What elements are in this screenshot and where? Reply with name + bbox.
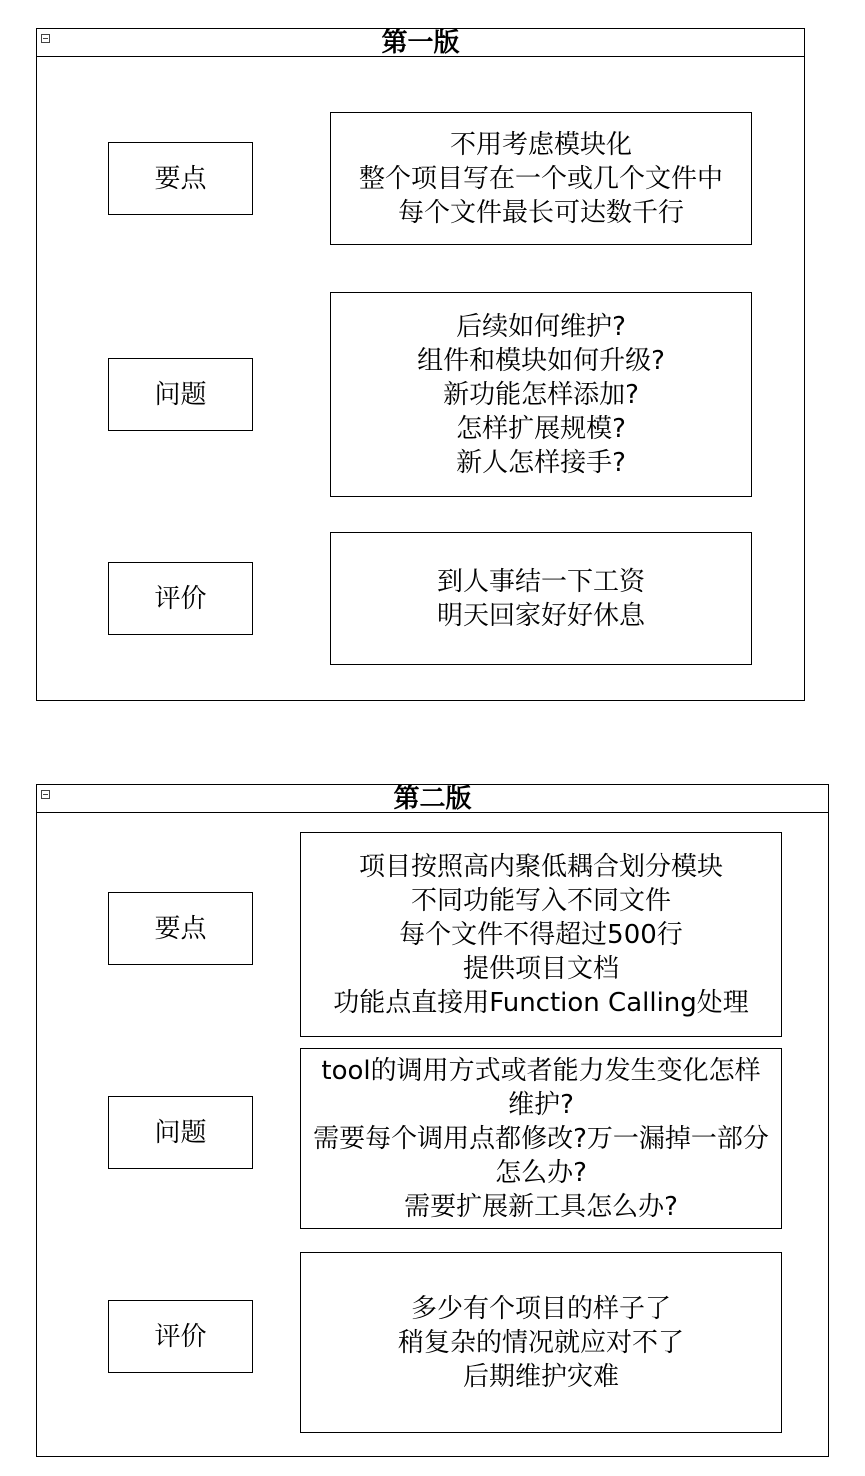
panel-v2 [36,784,829,1457]
row-content-evaluation [300,1252,782,1433]
content-line: 需要扩展新工具怎么办? [404,1191,678,1222]
row-content-issues [330,292,752,497]
collapse-icon[interactable] [41,790,50,799]
content-line: 新功能怎样添加? [443,379,639,410]
content-line: 提供项目文档 [462,953,619,984]
row-label-evaluation [108,562,253,635]
row-label-key-points [108,142,253,215]
label-text: 问题 [154,379,207,410]
content-line: 组件和模块如何升级? [417,345,665,376]
content-line: 每个文件不得超过500行 [399,919,683,950]
row-label-evaluation [108,1300,253,1373]
label-text: 评价 [154,1321,207,1352]
panel-v1 [36,28,805,701]
content-line: 需要每个调用点都修改?万一漏掉一部分怎么办? [313,1123,769,1188]
content-line: 多少有个项目的样子了 [410,1293,671,1324]
content-line: 后期维护灾难 [462,1361,619,1392]
label-text: 问题 [154,1117,207,1148]
label-text: 评价 [154,583,207,614]
collapse-icon[interactable] [41,34,50,43]
row-content-issues [300,1048,782,1229]
label-text: 要点 [154,163,207,194]
content-line: 怎样扩展规模? [456,413,626,444]
content-line: 后续如何维护? [456,311,626,342]
row-content-key-points [330,112,752,245]
content-line: 新人怎样接手? [456,447,626,478]
content-line: 明天回家好好休息 [436,600,645,631]
row-label-issues [108,358,253,431]
content-line: 功能点直接用Function Calling处理 [333,987,749,1018]
row-label-issues [108,1096,253,1169]
content-line: 不用考虑模块化 [449,129,632,160]
panel-header [37,29,804,57]
content-line: 整个项目写在一个或几个文件中 [358,163,723,194]
panel-header [37,785,828,813]
label-text: 要点 [154,913,207,944]
content-line: tool的调用方式或者能力发生变化怎样维护? [321,1055,761,1120]
content-line: 到人事结一下工资 [436,566,645,597]
content-line: 稍复杂的情况就应对不了 [397,1327,684,1358]
content-line: 不同功能写入不同文件 [410,885,671,916]
row-content-key-points [300,832,782,1037]
panel-title: 第一版 [381,28,460,58]
row-content-evaluation [330,532,752,665]
row-label-key-points [108,892,253,965]
content-line: 每个文件最长可达数千行 [397,197,684,228]
panel-title: 第二版 [393,784,472,814]
content-line: 项目按照高内聚低耦合划分模块 [358,851,723,882]
